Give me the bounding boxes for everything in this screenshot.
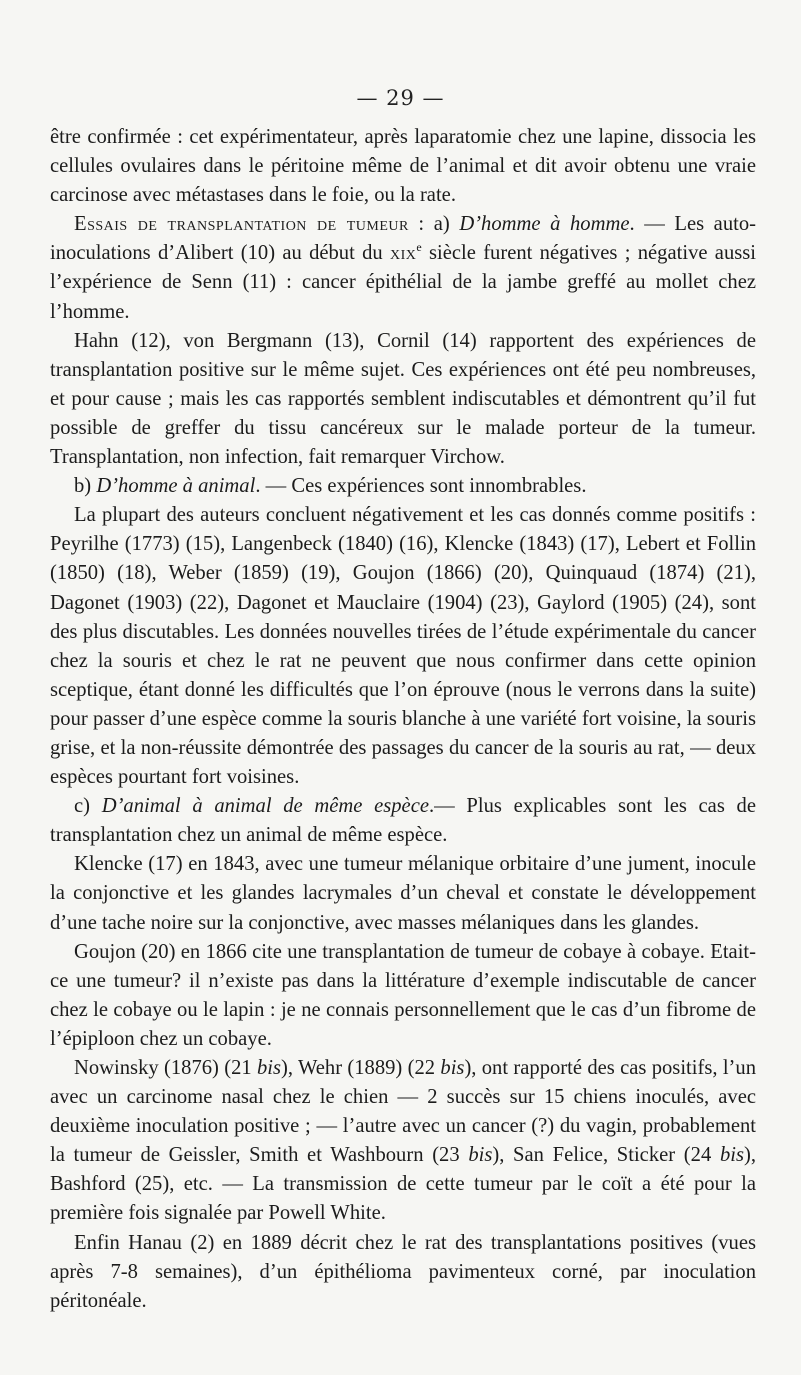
section-label: c) xyxy=(74,795,102,818)
paragraph-text: Klencke (17) en 1843, avec une tumeur mélanique orbitaire d’une jument, inocule la conjonctive et les glandes lacrymales d’un cheval et constate le développement d’une tache noire sur la conjonctive, avec masses mélaniques dans les glandes. xyxy=(50,853,756,934)
paragraph-text: ), San Felice, Sticker (24 xyxy=(492,1144,720,1167)
paragraph-text: La plupart des auteurs concluent négativement et les cas donnés comme positifs : Peyrilhe (1773) (15), Langenbeck (1840) (16), Klencke (1843) (17), Lebert et Follin (1850) (18), Weber (1859) (19), Goujon (1866) (20), Quinquaud (1874) (21), Dagonet (1903) (22), Dagonet et Mauclaire (1904) (23), Gaylord (1905) (24), sont des plus discutables. Les données nouvelles tirées de l’étude expérimentale du cancer chez la souris et chez le rat ne peuvent que nous confirmer dans cette opinion sceptique, étant donné les difficultés que l’on éprouve (nous le verrons dans la suite) pour passer d’une espèce comme la souris blanche à une variété fort voisine, la souris grise, et la non-réussite démontrée des passages du cancer de la souris au rat, — deux espèces pourtant fort voisines. xyxy=(50,504,756,789)
paragraph-text: ), ont rapporté des cas positifs, l’un avec un carcinome nasal chez le chien — 2 succès sur 15 chiens inoculés, avec deuxième inoculation positive ; — l’autre avec un cancer (?) du vagin, probablement la tumeur de Geissler, Smith et Washbourn (23 xyxy=(50,1057,756,1167)
paragraph-text: . — Ces expériences sont innombrables. xyxy=(255,475,587,498)
century-roman: xix xyxy=(390,242,417,265)
paragraph-nowinsky xyxy=(50,1054,756,1229)
section-heading: Essais de transplantation de tumeur xyxy=(74,213,409,236)
subsection-heading: D’homme à homme xyxy=(459,213,630,236)
paragraph-text: ), Wehr (1889) (22 xyxy=(281,1057,441,1079)
bis-marker: bis xyxy=(440,1057,465,1079)
page-number: — 29 — xyxy=(356,86,445,110)
paragraph-hahn xyxy=(50,327,756,472)
paragraph-text: Enfin Hanau (2) en 1889 décrit chez le rat des transplantations positives (vues après 7-8 semaines), d’un épithélioma pavimenteux corné, par inoculation péritonéale. xyxy=(50,1231,756,1312)
paragraph-text: Goujon (20) en 1866 cite une transplantation de tumeur de cobaye à cobaye. Etait-ce une tumeur? il n’existe pas dans la littérature d’exemple indiscutable de cancer chez le cobaye ou le lapin : je ne connais personnellement que le cas d’un fibrome de l’épiploon chez un cobaye. xyxy=(50,940,756,1050)
paragraph-text: ), Bashford (25), etc. — La transmission de cette tumeur par le coït a été pour la première fois signalée par Powell White. xyxy=(50,1144,756,1225)
century-superscript: e xyxy=(416,240,422,255)
paragraph-text: Nowinsky (1876) (21 xyxy=(74,1057,257,1079)
paragraph-animal-animal xyxy=(50,792,756,850)
century-numeral xyxy=(390,242,422,264)
bis-marker: bis xyxy=(468,1144,493,1167)
paragraph-homme-animal xyxy=(50,472,756,501)
paragraph-klencke xyxy=(50,850,756,937)
paragraph-text: Hahn (12), von Bergmann (13), Cornil (14) rapportent des expériences de transplantation positive sur le même sujet. Ces expériences ont été peu nombreuses, et pour cause ; mais les cas rapportés semblent indiscutables et démontrent qu’il fut possible de greffer du tissu cancéreux sur le malade porteur de la tumeur. Transplantation, non infection, fait remarquer Virchow. xyxy=(50,329,756,469)
section-label: : a) xyxy=(408,213,460,236)
bis-marker: bis xyxy=(719,1144,744,1167)
paragraph-text: être confirmée : cet expérimentateur, après laparatomie chez une lapine, dissocia les cellules ovulaires dans le péritoine même de l’animal et dit avoir obtenu une vraie carcinose avec métastases dans le foie, ou la rate. xyxy=(50,126,756,207)
paragraph-text: .— Plus explicables sont les cas de transplantation chez un animal de même espèce. xyxy=(50,795,756,847)
paragraph-hanau xyxy=(50,1229,756,1316)
paragraph-transplantation-heading xyxy=(50,210,756,326)
paragraph-goujon xyxy=(50,938,756,1054)
bis-marker: bis xyxy=(256,1057,282,1079)
paragraph-plupart xyxy=(50,501,756,792)
subsection-heading: D’animal à animal de même espèce xyxy=(101,795,429,818)
subsection-heading: D’homme à animal xyxy=(96,475,256,498)
body-text xyxy=(50,123,756,1316)
paragraph-continuation xyxy=(50,123,756,210)
section-label: b) xyxy=(74,475,97,498)
paragraph-text: . — Les auto-inoculations d’Alibert (10) au début du xyxy=(50,213,756,265)
paragraph-text: siècle furent négatives ; négative aussi l’expérience de Senn (11) : cancer épithélial de la jambe greffé au mollet chez l’homme. xyxy=(50,242,756,323)
